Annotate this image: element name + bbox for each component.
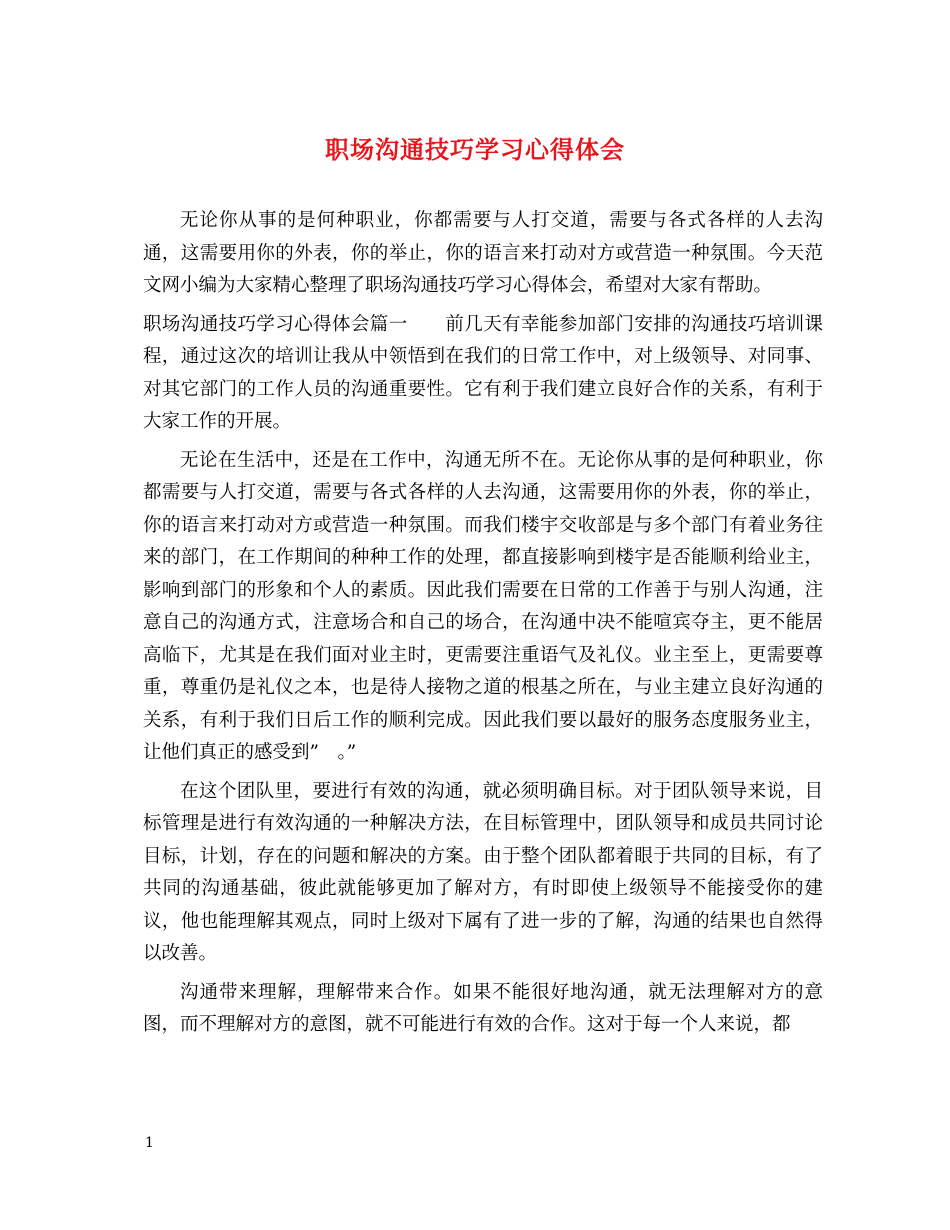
document-title: 职场沟通技巧学习心得体会 [325,135,625,164]
paragraph-understanding: 沟通带来理解，理解带来合作。如果不能很好地沟通，就无法理解对方的意图，而不理解对方的意图，就不可能进行有效的合作。这对于每一个人来说，都 [143,981,823,1035]
paragraph-section-one: 职场沟通技巧学习心得体会篇一 前几天有幸能参加部门安排的沟通技巧培训课程，通过这次的培训让我从中领悟到在我们的日常工作中，对上级领导、对同事、对其它部门的工作人员的沟通重要性。它有利于我们建立良好合作的关系，有利于大家工作的开展。 [143,313,823,432]
page-number: 1 [145,1135,154,1151]
paragraph-team-goals: 在这个团队里，要进行有效的沟通，就必须明确目标。对于团队领导来说，目标管理是进行有效沟通的一种解决方法，在目标管理中，团队领导和成员共同讨论目标，计划，存在的问题和解决的方案。由于整个团队都着眼于共同的目标，有了共同的沟通基础，彼此就能够更加了解对方，有时即使上级领导不能接受你的建议，他也能理解其观点，同时上级对下属有了进一步的了解，沟通的结果也自然得以改善。 [143,780,823,964]
paragraph-communication-everywhere: 无论在生活中，还是在工作中，沟通无所不在。无论你从事的是何种职业，你都需要与人打交道，需要与各式各样的人去沟通，这需要用你的外表，你的举止，你的语言来打动对方或营造一种氛围。而我们楼宇交收部是与多个部门有着业务往来的部门，在工作期间的种种工作的处理，都直接影响到楼宇是否能顺利给业主，影响到部门的形象和个人的素质。因此我们需要在日常的工作善于与别人沟通，注意自己的沟通方式，注意场合和自己的场合，在沟通中决不能喧宾夺主，更不能居高临下，尤其是在我们面对业主时，更需要注重语气及礼仪。业主至上，更需要尊重，尊重仍是礼仪之本，也是待人接物之道的根基之所在，与业主建立良好沟通的关系，有利于我们日后工作的顺利完成。因此我们要以最好的服务态度服务业主，让他们真正的感受到” 。” [143,449,823,763]
paragraph-intro: 无论你从事的是何种职业，你都需要与人打交道，需要与各式各样的人去沟通，这需要用你的外表，你的举止，你的语言来打动对方或营造一种氛围。今天范文网小编为大家精心整理了职场沟通技巧学习心得体会，希望对大家有帮助。 [143,210,823,296]
document-body [143,205,823,1048]
